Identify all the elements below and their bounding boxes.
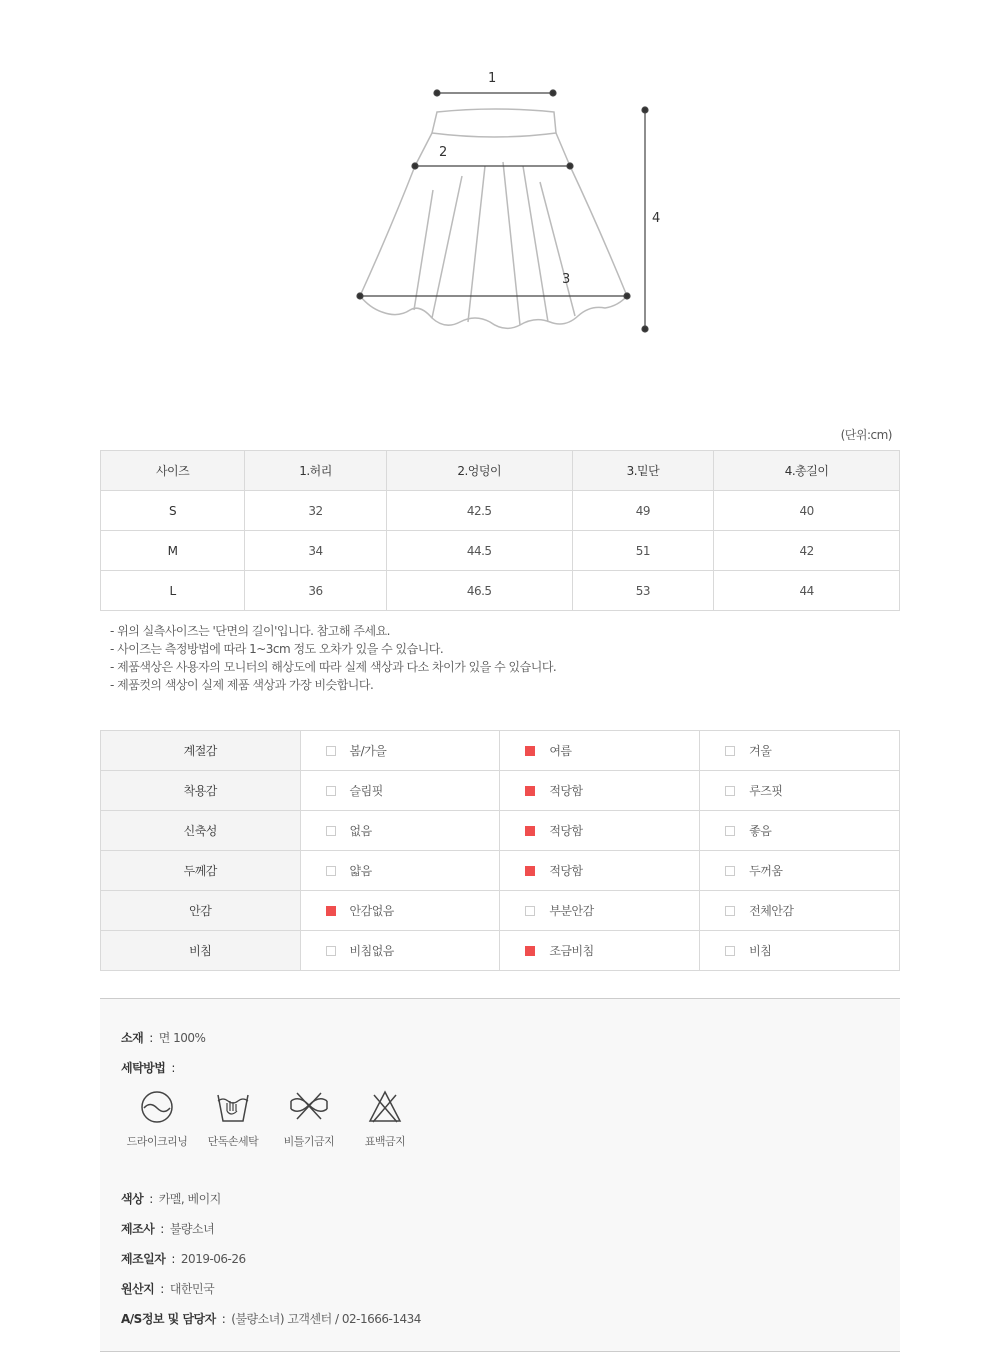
unit-label: (단위:cm) — [840, 428, 892, 442]
skirt-illustration — [0, 0, 1000, 420]
table-row — [101, 851, 900, 891]
size-notes — [110, 622, 556, 694]
as-row: A/S정보 및 담당자 : (불량소녀) 고객센터 / 02-1666-1434 — [121, 1312, 421, 1326]
hand-wash-label: 단독손세탁 — [207, 1135, 259, 1148]
option-label: 좋음 — [749, 824, 772, 838]
maker-value: 불량소녀 — [169, 1222, 215, 1236]
unchecked-box-icon — [326, 746, 336, 756]
checked-box-icon — [525, 946, 535, 956]
date-row: 제조일자 : 2019-06-26 — [121, 1252, 246, 1266]
label-3: 3 — [562, 272, 571, 287]
value-cell: 44.5 — [386, 531, 572, 571]
attribute-label: 비침 — [101, 931, 301, 971]
option-label: 안감없음 — [349, 904, 394, 918]
header-length: 4.총길이 — [714, 451, 900, 491]
value-cell: 32 — [245, 491, 387, 531]
value-cell: 34 — [245, 531, 387, 571]
no-wring-icon — [287, 1089, 331, 1125]
value-cell: 36 — [245, 571, 387, 611]
attribute-label: 신축성 — [101, 811, 301, 851]
no-bleach-icon — [367, 1089, 403, 1125]
table-row — [101, 891, 900, 931]
product-info-panel — [100, 998, 900, 1352]
option-label: 봄/가을 — [349, 744, 387, 758]
option-label: 비침없음 — [349, 944, 394, 958]
dry-clean-icon — [139, 1089, 175, 1125]
checked-box-icon — [525, 786, 535, 796]
note-line: - 위의 실측사이즈는 '단면의 길이'입니다. 참고해 주세요. — [110, 624, 390, 638]
table-row — [101, 931, 900, 971]
as-value: (불량소녀) 고객센터 / 02-1666-1434 — [231, 1312, 421, 1326]
size-table — [100, 450, 900, 611]
material-row: 소재 : 면 100% — [121, 1031, 206, 1045]
checked-box-icon — [525, 866, 535, 876]
option-label: 조금비침 — [549, 944, 594, 958]
attribute-option — [500, 771, 700, 811]
note-line: - 제품컷의 색상이 실제 제품 색상과 가장 비슷합니다. — [110, 678, 374, 692]
attribute-option — [300, 931, 500, 971]
unchecked-box-icon — [326, 946, 336, 956]
color-label: 색상 — [121, 1192, 144, 1206]
maker-label: 제조사 — [121, 1222, 155, 1236]
attribute-option — [300, 731, 500, 771]
dry-clean-label: 드라이크리닝 — [126, 1135, 188, 1148]
value-cell: 49 — [572, 491, 714, 531]
unchecked-box-icon — [525, 906, 535, 916]
attribute-option — [300, 811, 500, 851]
color-value: 카멜, 베이지 — [158, 1192, 221, 1206]
value-cell: 53 — [572, 571, 714, 611]
attribute-option — [500, 851, 700, 891]
no-wring-item — [271, 1089, 347, 1149]
header-hip: 2.엉덩이 — [386, 451, 572, 491]
dry-clean-item — [119, 1089, 195, 1149]
hand-wash-item — [195, 1089, 271, 1149]
unchecked-box-icon — [725, 906, 735, 916]
attribute-label: 안감 — [101, 891, 301, 931]
label-4: 4 — [652, 211, 661, 226]
option-label: 비침 — [749, 944, 772, 958]
value-cell: 51 — [572, 531, 714, 571]
attribute-option — [700, 771, 900, 811]
size-cell: S — [101, 491, 245, 531]
origin-value: 대한민국 — [169, 1282, 215, 1296]
origin-row: 원산지 : 대한민국 — [121, 1282, 215, 1296]
attribute-option — [500, 811, 700, 851]
attribute-option — [700, 891, 900, 931]
no-bleach-item — [347, 1089, 423, 1149]
attribute-option — [700, 931, 900, 971]
option-label: 전체안감 — [749, 904, 794, 918]
option-label: 겨울 — [749, 744, 772, 758]
option-label: 루즈핏 — [749, 784, 783, 798]
unchecked-box-icon — [326, 866, 336, 876]
option-label: 두꺼움 — [749, 864, 783, 878]
value-cell: 40 — [714, 491, 900, 531]
attribute-option — [700, 851, 900, 891]
attribute-option — [700, 811, 900, 851]
date-label: 제조일자 — [121, 1252, 166, 1266]
value-cell: 42.5 — [386, 491, 572, 531]
material-label: 소재 — [121, 1031, 144, 1045]
label-2: 2 — [439, 145, 448, 160]
table-row — [101, 811, 900, 851]
header-hem: 3.밑단 — [572, 451, 714, 491]
no-bleach-label: 표백금지 — [364, 1135, 406, 1148]
option-label: 적당함 — [549, 824, 583, 838]
material-value: 면 100% — [158, 1031, 206, 1045]
option-label: 슬림핏 — [349, 784, 383, 798]
wash-label: 세탁방법 — [121, 1061, 166, 1075]
attribute-option — [300, 891, 500, 931]
value-cell: 46.5 — [386, 571, 572, 611]
unchecked-box-icon — [725, 746, 735, 756]
checked-box-icon — [525, 746, 535, 756]
size-cell: L — [101, 571, 245, 611]
attribute-label: 착용감 — [101, 771, 301, 811]
table-row — [101, 771, 900, 811]
attribute-label: 계절감 — [101, 731, 301, 771]
label-1: 1 — [488, 71, 497, 86]
value-cell: 42 — [714, 531, 900, 571]
attribute-option — [300, 771, 500, 811]
attribute-option — [700, 731, 900, 771]
date-value: 2019-06-26 — [180, 1252, 246, 1266]
value-cell: 44 — [714, 571, 900, 611]
attribute-label: 두께감 — [101, 851, 301, 891]
checked-box-icon — [326, 906, 336, 916]
table-row — [101, 571, 900, 611]
table-row — [101, 731, 900, 771]
maker-row: 제조사 : 불량소녀 — [121, 1222, 215, 1236]
header-size: 사이즈 — [101, 451, 245, 491]
unchecked-box-icon — [725, 826, 735, 836]
note-line: - 제품색상은 사용자의 모니터의 해상도에 따라 실제 색상과 다소 차이가 있을 수 있습니다. — [110, 660, 557, 674]
table-row — [101, 531, 900, 571]
skirt-diagram — [0, 0, 1000, 420]
unchecked-box-icon — [326, 786, 336, 796]
attribute-option — [500, 731, 700, 771]
color-row: 색상 : 카멜, 베이지 — [121, 1192, 221, 1206]
attribute-option — [500, 931, 700, 971]
option-label: 얇음 — [349, 864, 372, 878]
unchecked-box-icon — [326, 826, 336, 836]
wash-row: 세탁방법 : — [121, 1061, 175, 1075]
size-cell: M — [101, 531, 245, 571]
option-label: 없음 — [349, 824, 372, 838]
unchecked-box-icon — [725, 946, 735, 956]
checked-box-icon — [525, 826, 535, 836]
as-label: A/S정보 및 담당자 — [121, 1312, 216, 1326]
origin-label: 원산지 — [121, 1282, 155, 1296]
attribute-option — [500, 891, 700, 931]
header-waist: 1.허리 — [245, 451, 387, 491]
option-label: 부분안감 — [549, 904, 594, 918]
option-label: 적당함 — [549, 864, 583, 878]
attribute-option — [300, 851, 500, 891]
option-label: 적당함 — [549, 784, 583, 798]
no-wring-label: 비틀기금지 — [283, 1135, 335, 1148]
option-label: 여름 — [549, 744, 572, 758]
unchecked-box-icon — [725, 786, 735, 796]
fit-info-table — [100, 730, 900, 971]
table-row — [101, 491, 900, 531]
unchecked-box-icon — [725, 866, 735, 876]
note-line: - 사이즈는 측정방법에 따라 1~3cm 정도 오차가 있을 수 있습니다. — [110, 642, 444, 656]
hand-wash-icon — [215, 1089, 251, 1125]
size-table-header — [101, 451, 900, 491]
